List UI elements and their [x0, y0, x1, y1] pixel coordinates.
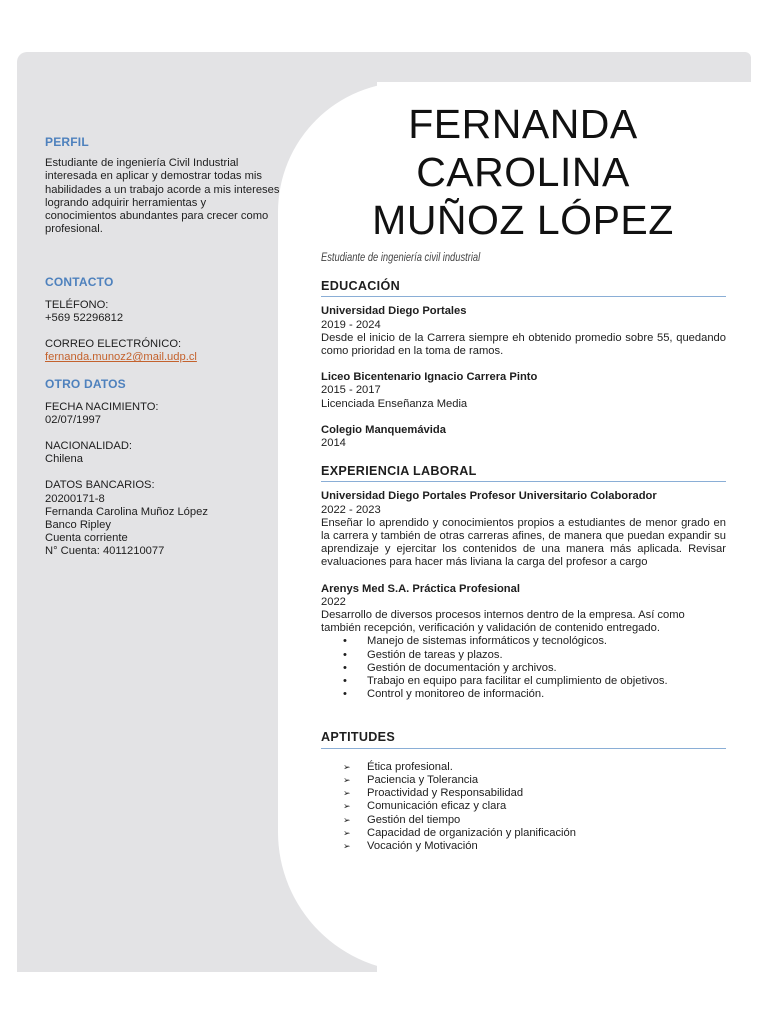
- list-item: ➢ Paciencia y Tolerancia: [367, 774, 726, 787]
- experience-description: Desarrollo de diversos procesos internos dentro de la empresa. Así como también recepción, verificación y validación de contenido entregado.: [321, 609, 685, 635]
- experience-entry: [321, 583, 726, 702]
- list-item: • Control y monitoreo de información.: [367, 688, 726, 701]
- header-band: [300, 52, 751, 82]
- education-entry: [321, 305, 726, 358]
- phone-block: [45, 299, 280, 325]
- contact-title: CONTACTO: [45, 275, 114, 290]
- bank-rut: 20200171-8: [45, 492, 105, 505]
- education-institution: Universidad Diego Portales: [321, 305, 467, 318]
- education-description: Licenciada Enseñanza Media: [321, 397, 468, 410]
- education-title: EDUCACIÓN: [321, 280, 726, 297]
- profile-text: Estudiante de ingeniería Civil Industrial interesada en aplicar y demostrar todas mis habilidades a un trabajo acorde a mis intereses logrando adquirir herramientas y conocimientos abundantes para crecer como profesional.: [45, 157, 280, 236]
- education-entry: [321, 424, 726, 450]
- phone-value: +569 52296812: [45, 311, 124, 324]
- list-item: • Manejo de sistemas informáticos y tecnológicos.: [367, 635, 726, 648]
- tagline: Estudiante de ingeniería civil industrial: [321, 250, 481, 264]
- list-item: • Gestión de tareas y plazos.: [367, 649, 726, 662]
- nationality-label: NACIONALIDAD:: [45, 440, 133, 453]
- skills-title: APTITUDES: [321, 731, 726, 748]
- birth-value: 02/07/1997: [45, 413, 101, 426]
- nationality-value: Chilena: [45, 453, 83, 466]
- name-line-3: MUÑOZ LÓPEZ: [372, 197, 674, 243]
- education-years: 2019 - 2024: [321, 318, 381, 331]
- education-years: 2015 - 2017: [321, 384, 381, 397]
- experience-years: 2022: [321, 595, 346, 608]
- birth-block: [45, 401, 280, 427]
- bank-label: DATOS BANCARIOS:: [45, 479, 155, 492]
- education-description: Desde el inicio de la Carrera siempre eh obtenido promedio sobre 55, quedando como prioridad en la toma de ramos.: [321, 331, 726, 358]
- experience-position: Universidad Diego Portales Profesor Universitario Colaborador: [321, 490, 657, 503]
- bank-holder: Fernanda Carolina Muñoz López: [45, 505, 208, 518]
- experience-description: Enseñar lo aprendido y conocimientos propios a estudiantes de menor grado en la carrera y también de otras carreras afines, de manera que puedan expandir su aprendizaje y ejercitar los contenidos de una manera más aplicada. Revisar evaluaciones para hacer más liviana la carga del profesor a cargo: [321, 516, 726, 569]
- other-data-title: OTRO DATOS: [45, 377, 126, 392]
- other-data-section: [45, 378, 280, 558]
- experience-entry: [321, 490, 726, 569]
- bank-account-number: N° Cuenta: 4011210077: [45, 545, 165, 558]
- full-name: [303, 100, 743, 244]
- name-line-2: CAROLINA: [416, 149, 630, 195]
- experience-title: EXPERIENCIA LABORAL: [321, 465, 726, 482]
- bank-account-type: Cuenta corriente: [45, 532, 128, 545]
- experience-years: 2022 - 2023: [321, 503, 381, 516]
- experience-position: Arenys Med S.A. Práctica Profesional: [321, 582, 520, 595]
- list-item: ➢ Comunicación eficaz y clara: [367, 800, 726, 813]
- skills-list: [321, 761, 726, 853]
- bank-block: [45, 479, 280, 558]
- list-item: ➢ Proactividad y Responsabilidad: [367, 787, 726, 800]
- list-item: • Trabajo en equipo para facilitar el cumplimiento de objetivos.: [367, 675, 726, 688]
- education-entry: [321, 371, 726, 411]
- birth-label: FECHA NACIMIENTO:: [45, 400, 159, 413]
- contact-section: [45, 276, 280, 364]
- main-content: [321, 100, 726, 853]
- email-label: CORREO ELECTRÓNICO:: [45, 338, 182, 351]
- phone-label: TELÉFONO:: [45, 298, 109, 311]
- profile-title: PERFIL: [45, 135, 89, 149]
- education-institution: Liceo Bicentenario Ignacio Carrera Pinto: [321, 371, 538, 384]
- list-item: ➢ Capacidad de organización y planificación: [367, 827, 726, 840]
- education-years: 2014: [321, 437, 346, 450]
- list-item: ➢ Gestión del tiempo: [367, 814, 726, 827]
- experience-task-list: [321, 635, 726, 701]
- name-line-1: FERNANDA: [408, 101, 638, 147]
- education-institution: Colegio Manquemávida: [321, 423, 446, 436]
- list-item: ➢ Vocación y Motivación: [367, 840, 726, 853]
- email-block: [45, 338, 280, 364]
- nationality-block: [45, 440, 280, 466]
- email-link[interactable]: fernanda.munoz2@mail.udp.cl: [45, 351, 197, 364]
- list-item: • Gestión de documentación y archivos.: [367, 662, 726, 675]
- profile-section: [45, 136, 280, 236]
- list-item: ➢ Ética profesional.: [367, 761, 726, 774]
- bank-name: Banco Ripley: [45, 519, 111, 532]
- sidebar: [45, 136, 280, 572]
